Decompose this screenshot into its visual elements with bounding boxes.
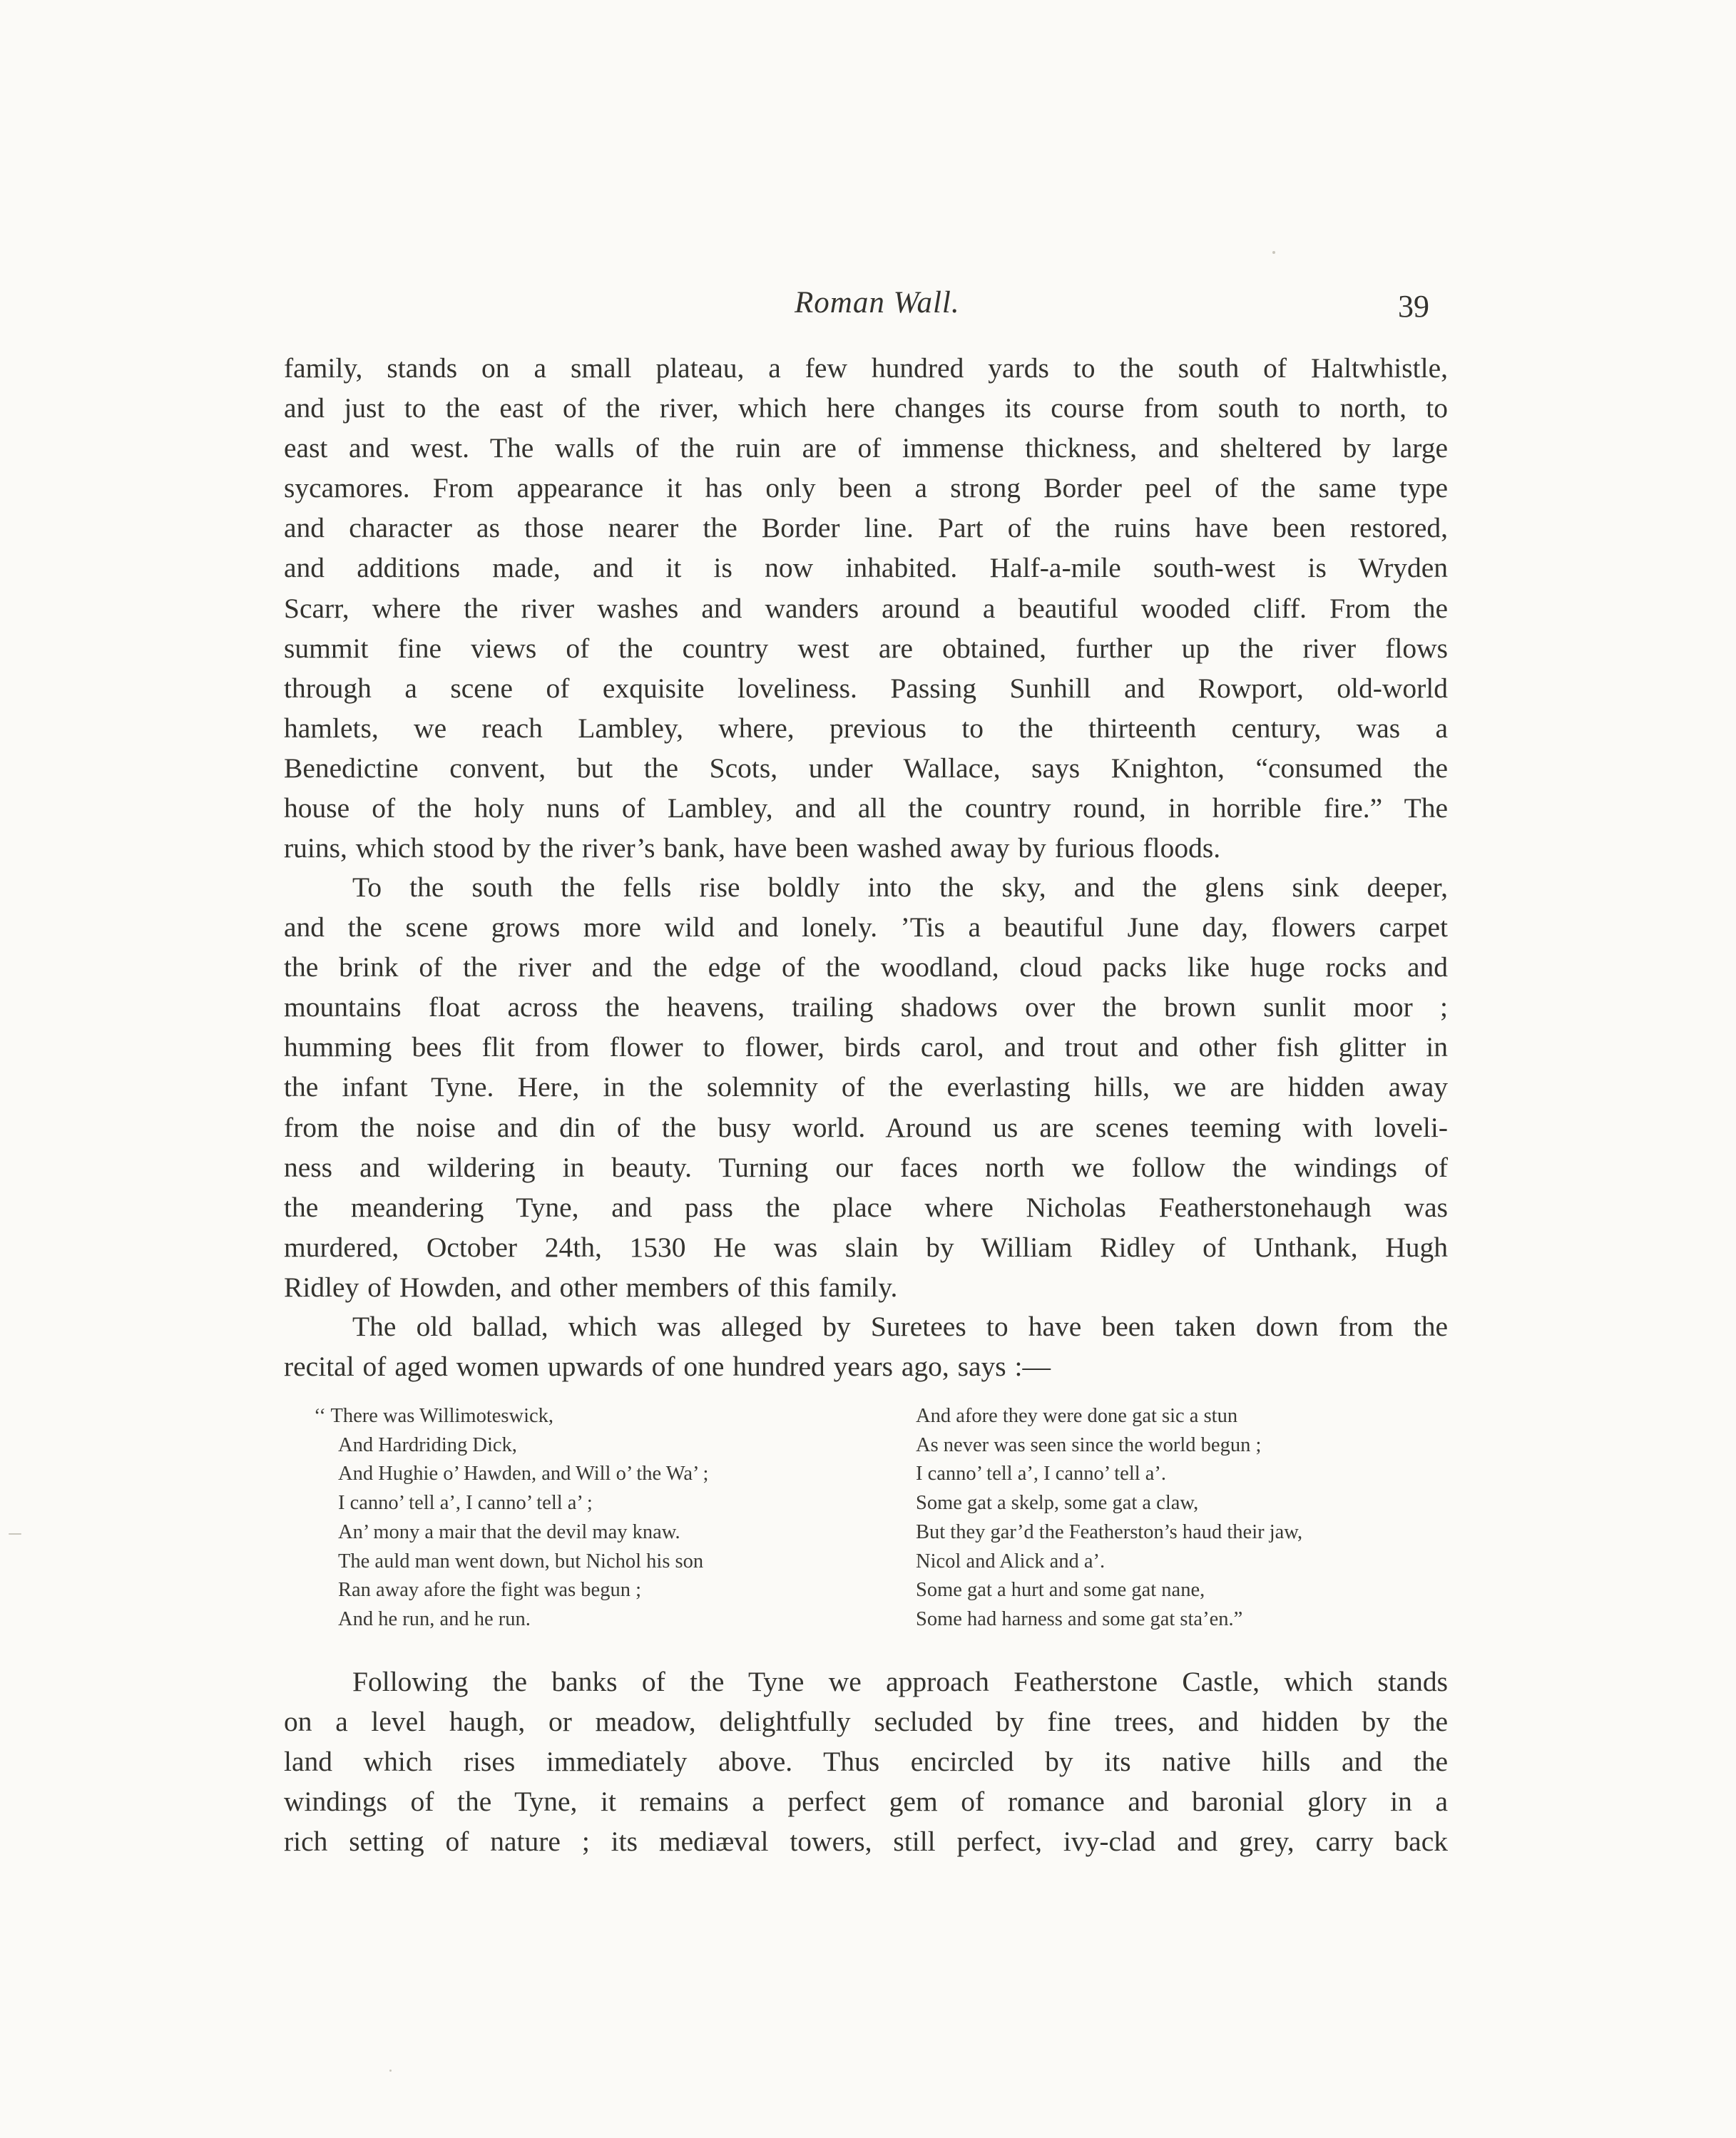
page-number: 39	[1398, 289, 1429, 324]
verse-line: And Hardriding Dick,	[338, 1433, 517, 1456]
text-line: and character as those nearer the Border line. Part of the ruins have been restored,	[284, 512, 1448, 544]
text-line: ness and wildering in beauty. Turning our faces north we follow the windings of	[284, 1151, 1448, 1183]
text-line: the infant Tyne. Here, in the solemnity of the everlasting hills, we are hidden away	[284, 1071, 1448, 1103]
text-line: mountains float across the heavens, trailing shadows over the brown sunlit moor ;	[284, 991, 1448, 1023]
text-line: and just to the east of the river, which here changes its course from south to north, to	[284, 392, 1448, 424]
verse-line: Ran away afore the fight was begun ;	[338, 1579, 641, 1602]
text-line: Ridley of Howden, and other members of this family.	[284, 1271, 898, 1303]
paragraph-featherstone-castle	[284, 1662, 1448, 1861]
paper-speck	[1272, 251, 1275, 254]
text-line: Scarr, where the river washes and wanders around a beautiful wooded cliff. From the	[284, 592, 1448, 624]
text-line: on a level haugh, or meadow, delightfully secluded by fine trees, and hidden by the	[284, 1706, 1448, 1738]
paper-speck	[9, 1533, 21, 1535]
text-line: and additions made, and it is now inhabited. Half-a-mile south-west is Wryden	[284, 552, 1448, 584]
verse-line: But they gar’d the Featherston’s haud their jaw,	[916, 1520, 1303, 1543]
verse-line: An’ mony a mair that the devil may knaw.	[338, 1520, 680, 1543]
text-line: Benedictine convent, but the Scots, under Wallace, says Knighton, “consumed the	[284, 752, 1448, 784]
verse-line: As never was seen since the world begun ;	[916, 1433, 1262, 1456]
verse-line: I canno’ tell a’, I canno’ tell a’.	[916, 1463, 1167, 1485]
verse-line: The auld man went down, but Nichol his son	[338, 1550, 704, 1572]
text-line: recital of aged women upwards of one hundred years ago, says :—	[284, 1351, 1051, 1383]
verse-line: Some had harness and some gat sta’en.”	[916, 1607, 1243, 1630]
text-line: family, stands on a small plateau, a few hundred yards to the south of Haltwhistle,	[284, 352, 1448, 384]
text-line: land which rises immediately above. Thus encircled by its native hills and the	[284, 1746, 1448, 1778]
text-line: the meandering Tyne, and pass the place where Nicholas Featherstonehaugh was	[284, 1191, 1448, 1223]
text-line: sycamores. From appearance it has only been a strong Border peel of the same type	[284, 472, 1448, 504]
text-line: house of the holy nuns of Lambley, and all the country round, in horrible fire.” The	[284, 792, 1448, 824]
text-line: windings of the Tyne, it remains a perfect gem of romance and baronial glory in a	[284, 1786, 1448, 1818]
running-title: Roman Wall.	[795, 286, 960, 319]
text-line: from the noise and din of the busy world. Around us are scenes teeming with loveli-	[284, 1111, 1448, 1143]
text-line: and the scene grows more wild and lonely. ’Tis a beautiful June day, flowers carpet	[284, 911, 1448, 943]
text-line: To the south the fells rise boldly into the sky, and the glens sink deeper,	[352, 871, 1448, 903]
verse-line: Nicol and Alick and a’.	[916, 1550, 1106, 1572]
ballad-right-column	[916, 1402, 1302, 1635]
text-line: The old ballad, which was alleged by Suretees to have been taken down from the	[352, 1311, 1448, 1342]
text-line: the brink of the river and the edge of the woodland, cloud packs like huge rocks and	[284, 951, 1448, 983]
paper-speck	[389, 2070, 392, 2072]
verse-line: And Hughie o’ Hawden, and Will o’ the Wa’ ;	[338, 1463, 709, 1485]
text-line: humming bees flit from flower to flower, birds carol, and trout and other fish glitter in	[284, 1031, 1448, 1063]
verse-line: Some gat a skelp, some gat a claw,	[916, 1492, 1199, 1515]
ballad-left-column	[314, 1402, 708, 1635]
text-line: murdered, October 24th, 1530 He was slain by William Ridley of Unthank, Hugh	[284, 1231, 1448, 1263]
paragraph-south-fells	[284, 867, 1448, 1307]
verse-line: Some gat a hurt and some gat nane,	[916, 1579, 1205, 1602]
text-line: east and west. The walls of the ruin are of immense thickness, and sheltered by large	[284, 432, 1448, 464]
text-line: Following the banks of the Tyne we approach Featherstone Castle, which stands	[352, 1666, 1448, 1697]
text-line: through a scene of exquisite loveliness. Passing Sunhill and Rowport, old-world	[284, 672, 1448, 704]
text-line: hamlets, we reach Lambley, where, previous to the thirteenth century, was a	[284, 712, 1448, 744]
text-line: ruins, which stood by the river’s bank, have been washed away by furious floods.	[284, 832, 1221, 864]
verse-line: ‘‘ There was Willimoteswick,	[314, 1405, 554, 1427]
text-line: summit fine views of the country west are obtained, further up the river flows	[284, 632, 1448, 664]
paragraph-continuation	[284, 348, 1448, 868]
text-line: rich setting of nature ; its mediæval towers, still perfect, ivy-clad and grey, carry back	[284, 1826, 1448, 1858]
verse-line: And afore they were done gat sic a stun	[916, 1405, 1238, 1427]
verse-line: And he run, and he run.	[338, 1607, 531, 1630]
paragraph-old-ballad	[284, 1306, 1448, 1386]
verse-line: I canno’ tell a’, I canno’ tell a’ ;	[338, 1492, 593, 1515]
